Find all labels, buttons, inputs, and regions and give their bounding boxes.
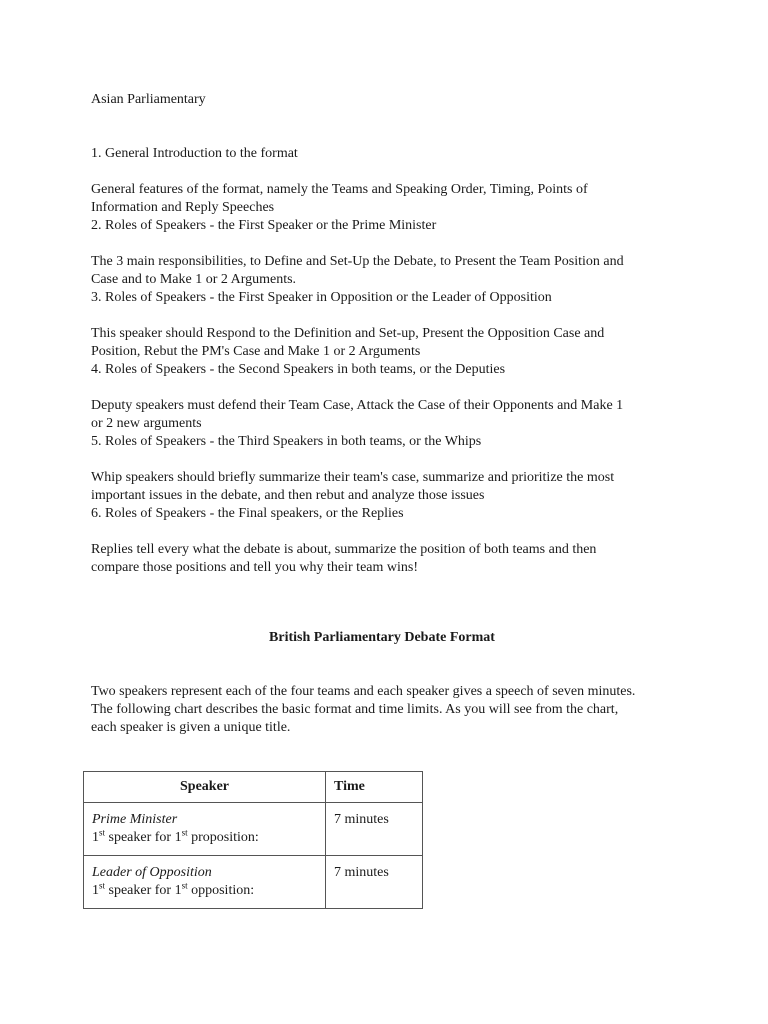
ordinal-number: 1 <box>92 883 99 898</box>
table-row <box>84 856 423 909</box>
intro-line: The following chart describes the basic format and time limits. As you will see from the chart, <box>91 702 619 717</box>
description-text: proposition: <box>187 830 259 845</box>
speaker-time-table <box>83 771 423 909</box>
time-cell: 7 minutes <box>326 856 423 909</box>
section-heading: 1. General Introduction to the format <box>91 146 298 161</box>
speaker-description <box>92 827 259 845</box>
ordinal-suffix: st <box>181 880 188 891</box>
section-body-line: Position, Rebut the PM's Case and Make 1 or 2 Arguments <box>91 344 421 359</box>
document-page <box>91 91 681 737</box>
section-body-line: Information and Reply Speeches <box>91 200 275 215</box>
section-body-line: compare those positions and tell you why their team wins! <box>91 560 418 575</box>
speaker-role: Leader of Opposition <box>92 865 212 880</box>
speaker-cell <box>84 856 326 909</box>
intro-line: each speaker is given a unique title. <box>91 720 291 735</box>
description-text: speaker for 1 <box>105 830 182 845</box>
ordinal-suffix: st <box>181 827 188 838</box>
speaker-role: Prime Minister <box>92 812 178 827</box>
section-body-line: Deputy speakers must defend their Team Case, Attack the Case of their Opponents and Make 1 <box>91 398 624 413</box>
section-heading: 2. Roles of Speakers - the First Speaker or the Prime Minister <box>91 218 437 233</box>
ordinal-suffix: st <box>99 827 106 838</box>
section-heading: 3. Roles of Speakers - the First Speaker in Opposition or the Leader of Opposition <box>91 290 552 305</box>
speaker-cell <box>84 803 326 856</box>
speaker-column-header: Speaker <box>84 772 326 803</box>
section-body-line: The 3 main responsibilities, to Define and Set-Up the Debate, to Present the Team Position and <box>91 254 624 269</box>
section-body-line: Whip speakers should briefly summarize their team's case, summarize and prioritize the most <box>91 470 615 485</box>
section-body-line: This speaker should Respond to the Definition and Set-up, Present the Opposition Case and <box>91 326 605 341</box>
description-text: speaker for 1 <box>105 883 182 898</box>
section-heading: 6. Roles of Speakers - the Final speakers, or the Replies <box>91 506 404 521</box>
intro-line: Two speakers represent each of the four teams and each speaker gives a speech of seven minutes. <box>91 684 636 699</box>
speaker-description <box>92 880 255 898</box>
ordinal-suffix: st <box>99 880 106 891</box>
time-cell: 7 minutes <box>326 803 423 856</box>
table-row <box>84 803 423 856</box>
ordinal-number: 1 <box>92 830 99 845</box>
description-text: opposition: <box>187 883 255 898</box>
section-body-line: or 2 new arguments <box>91 416 202 431</box>
doc-title: Asian Parliamentary <box>91 92 206 107</box>
time-column-header: Time <box>326 772 423 803</box>
section-body-line: Replies tell every what the debate is about, summarize the position of both teams and then <box>91 542 597 557</box>
section-body-line: General features of the format, namely the Teams and Speaking Order, Timing, Points of <box>91 182 588 197</box>
section-body-line: Case and to Make 1 or 2 Arguments. <box>91 272 297 287</box>
table-header-row <box>84 772 423 803</box>
section-body-line: important issues in the debate, and then rebut and analyze those issues <box>91 488 485 503</box>
section-heading: 4. Roles of Speakers - the Second Speakers in both teams, or the Deputies <box>91 362 506 377</box>
british-format-title: British Parliamentary Debate Format <box>269 630 495 645</box>
section-heading: 5. Roles of Speakers - the Third Speakers in both teams, or the Whips <box>91 434 482 449</box>
